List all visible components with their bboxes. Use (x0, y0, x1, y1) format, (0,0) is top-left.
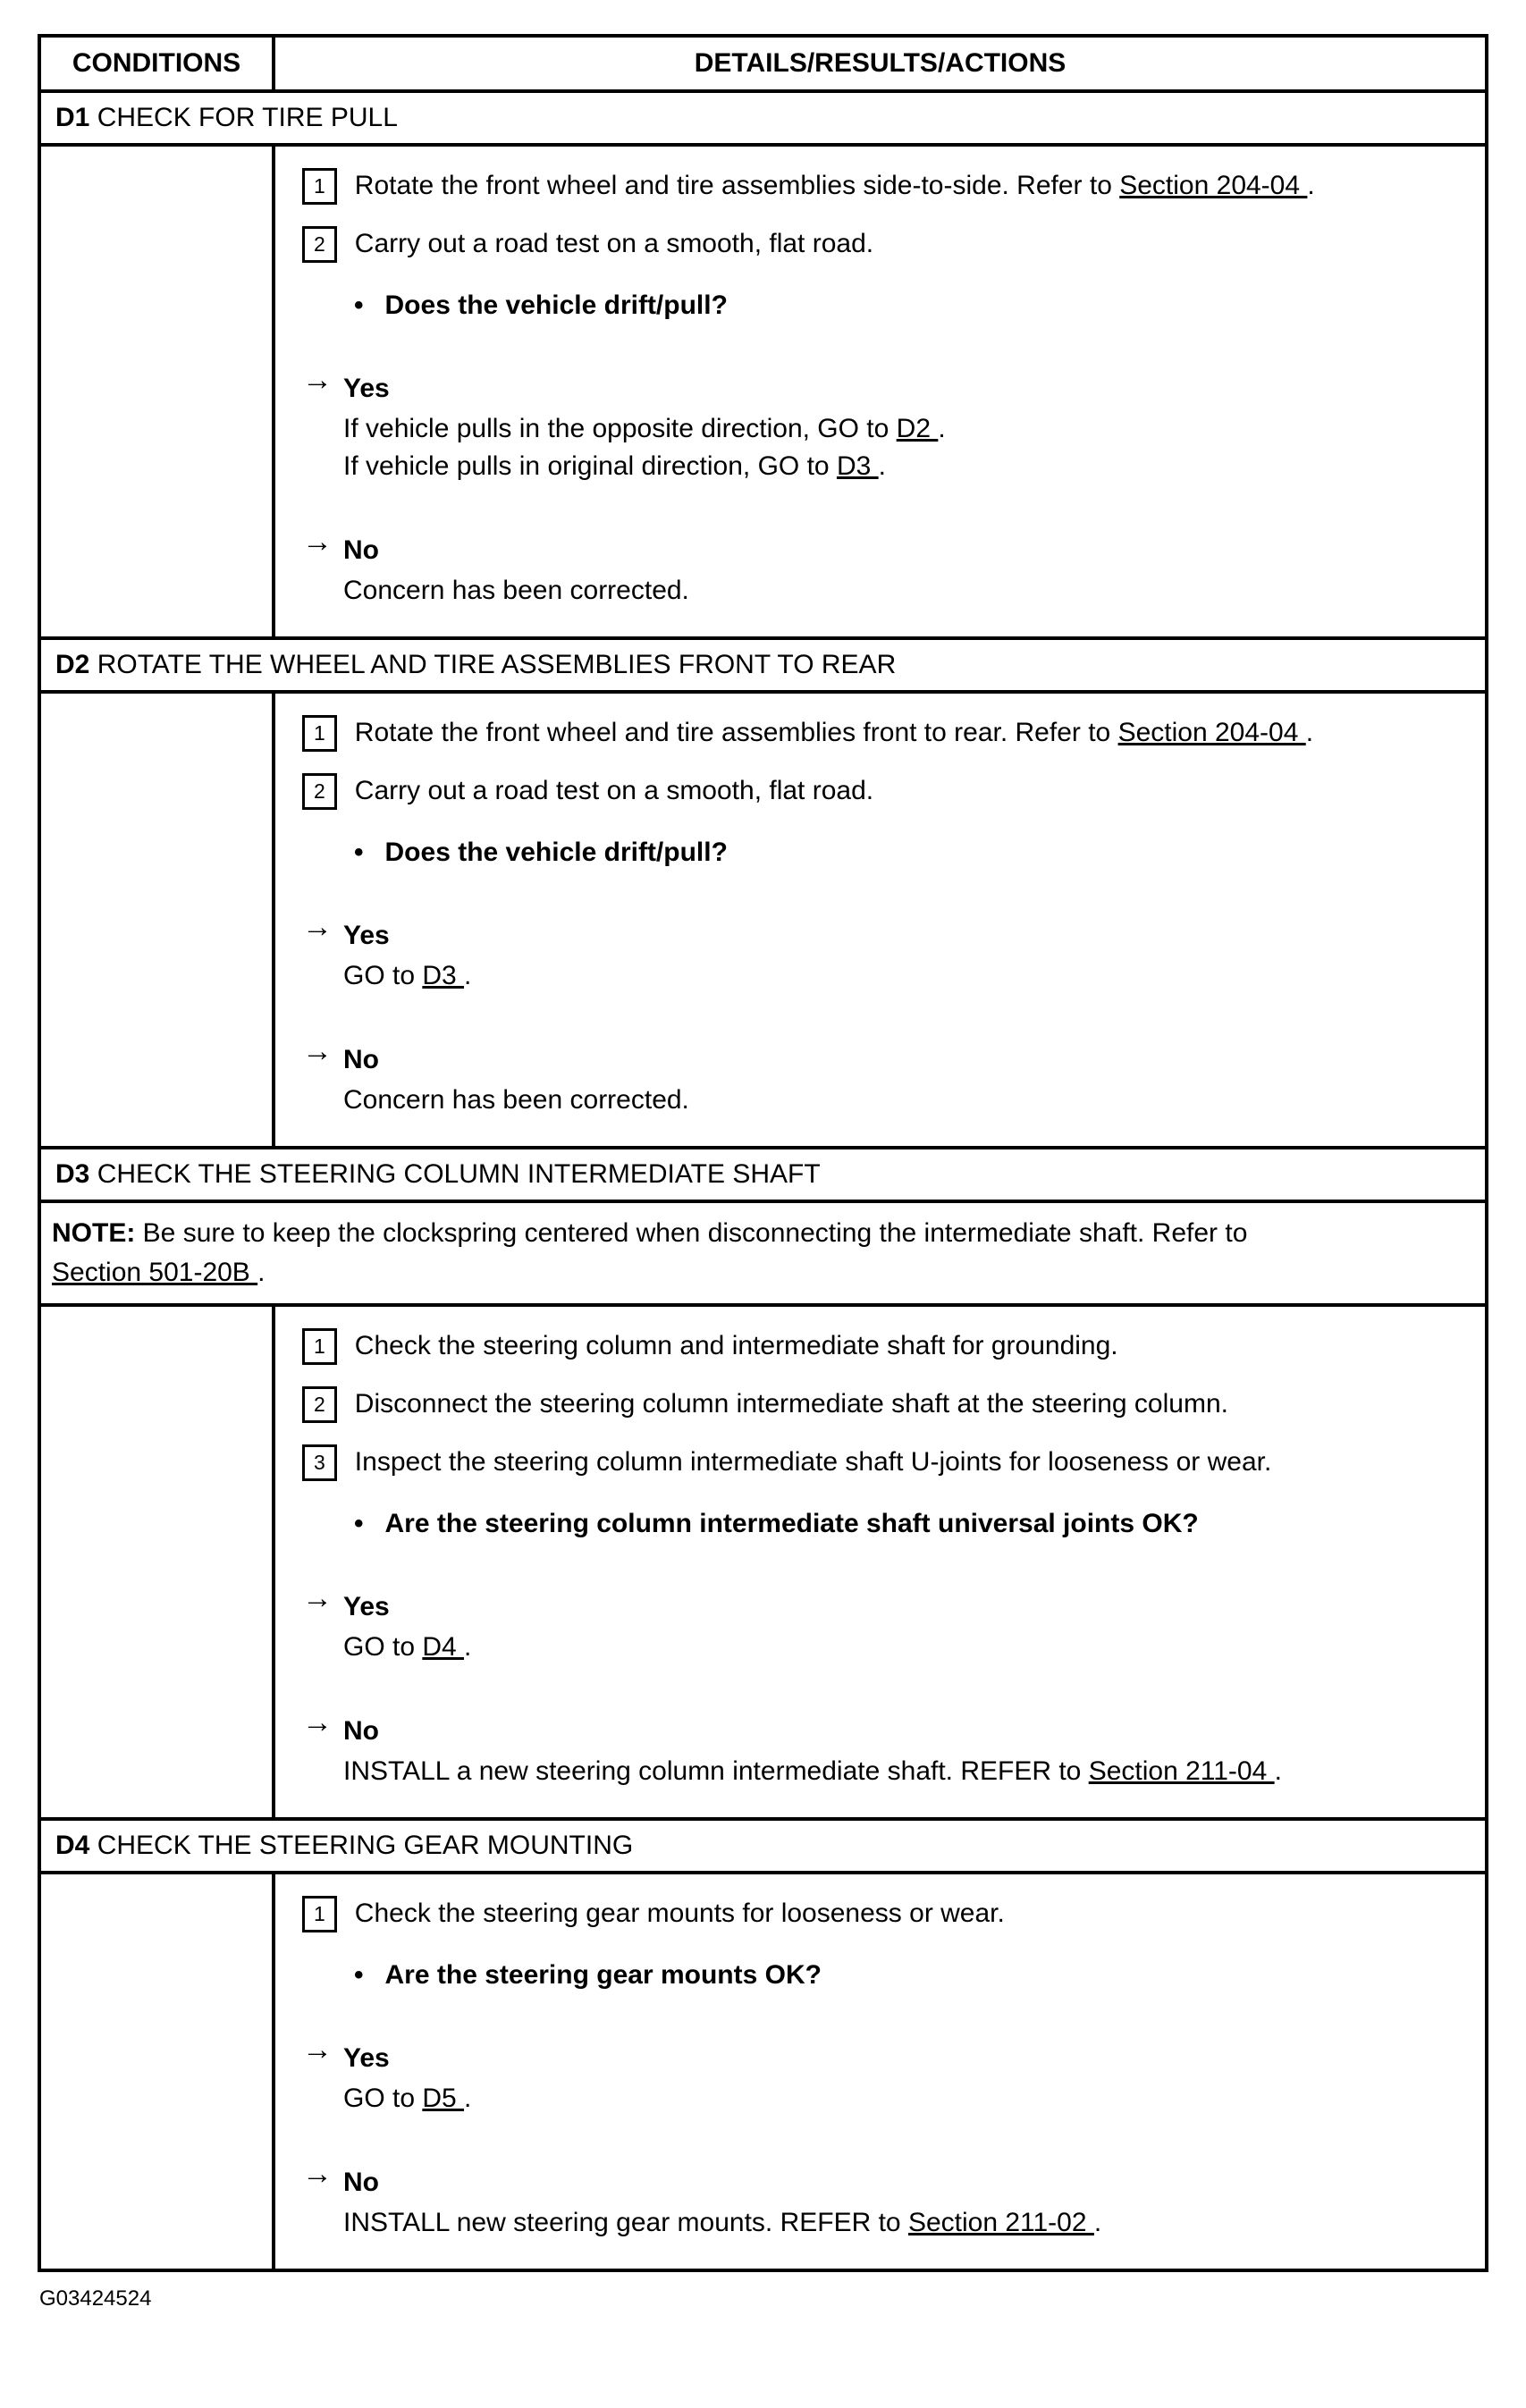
question-text: Does the vehicle drift/pull? (384, 838, 728, 867)
section-title: CHECK THE STEERING GEAR MOUNTING (97, 1831, 634, 1860)
arrow-right-icon: → (302, 2033, 333, 2067)
step-text: Inspect the steering column intermediate shaft U-joints for looseness or wear. (354, 1447, 1272, 1477)
link-section-501-20b[interactable]: Section 501-20B (52, 1258, 258, 1287)
step-text: Rotate the front wheel and tire assemblies front to rear. Refer to Section 204-04 . (354, 718, 1314, 747)
link-section-211-04[interactable]: Section 211-04 (1088, 1756, 1275, 1786)
result-line: INSTALL a new steering column intermediate shaft. REFER to Section 211-04 . (343, 1756, 1282, 1786)
result-line: GO to D5 . (343, 2084, 472, 2113)
conditions-cell (39, 1305, 274, 1819)
arrow-right-icon: → (302, 363, 333, 397)
result-yes (302, 2033, 1463, 2118)
result-label: No (343, 1716, 379, 1746)
result-lines (343, 1082, 1463, 1119)
step-3 (302, 1444, 1463, 1481)
arrow-right-icon: → (302, 525, 333, 559)
result-lines (343, 572, 1463, 610)
step-2 (302, 1386, 1463, 1423)
conditions-cell (39, 692, 274, 1148)
question (354, 288, 1463, 324)
section-id: D2 (55, 650, 90, 679)
section-body-row-d1 (39, 145, 1487, 638)
bullet-icon: • (354, 1509, 364, 1538)
link-d3[interactable]: D3 (836, 451, 879, 481)
arrow-right-icon: → (302, 2157, 333, 2191)
result-head (302, 910, 1463, 954)
result-yes (302, 363, 1463, 485)
step-number-box: 1 (302, 1896, 337, 1932)
section-header-d3 (39, 1148, 1487, 1201)
result-no (302, 2157, 1463, 2242)
result-line: Concern has been corrected. (343, 1085, 689, 1115)
section-header-row-d3 (39, 1148, 1487, 1201)
section-body-row-d3 (39, 1305, 1487, 1819)
step-text: Check the steering gear mounts for looseness or wear. (354, 1899, 1005, 1928)
pinpoint-test-table (38, 34, 1488, 2272)
result-label: No (343, 2168, 379, 2197)
step-number-box: 1 (302, 1328, 337, 1365)
result-label: Yes (343, 921, 390, 950)
link-d4[interactable]: D4 (422, 1632, 465, 1662)
step-text: Carry out a road test on a smooth, flat road. (354, 229, 874, 258)
figure-id: G03424524 (39, 2286, 152, 2311)
details-cell (274, 145, 1487, 638)
link-section-211-02[interactable]: Section 211-02 (907, 2208, 1094, 2237)
question (354, 1506, 1463, 1542)
step-text: Rotate the front wheel and tire assemblies side-to-side. Refer to Section 204-04 . (354, 171, 1315, 200)
step-1 (302, 1896, 1463, 1932)
note-text: Be sure to keep the clockspring centered when disconnecting the intermediate shaft. Refer to (135, 1218, 1248, 1248)
section-title: CHECK FOR TIRE PULL (97, 103, 398, 132)
step-number-box: 1 (302, 168, 337, 205)
result-head (302, 1581, 1463, 1625)
result-label: Yes (343, 374, 390, 403)
step-text: Check the steering column and intermediate shaft for grounding. (354, 1331, 1118, 1360)
details-cell (274, 1873, 1487, 2270)
result-label: No (343, 1045, 379, 1074)
result-yes (302, 910, 1463, 995)
section-title: ROTATE THE WHEEL AND TIRE ASSEMBLIES FRONT TO REAR (97, 650, 897, 679)
table-header-row (39, 36, 1487, 91)
step-2 (302, 773, 1463, 810)
note-row-d3 (39, 1201, 1487, 1305)
section-header-row-d2 (39, 638, 1487, 692)
arrow-right-icon: → (302, 1581, 333, 1615)
conditions-column-header: CONDITIONS (39, 36, 274, 91)
result-lines (343, 1629, 1463, 1666)
pinpoint-table-body (39, 91, 1487, 2270)
step-number-box: 2 (302, 1386, 337, 1423)
result-line: INSTALL new steering gear mounts. REFER to Section 211-02 . (343, 2208, 1102, 2237)
section-body-row-d2 (39, 692, 1487, 1148)
result-yes (302, 1581, 1463, 1666)
arrow-right-icon: → (302, 1705, 333, 1739)
step-1 (302, 1328, 1463, 1365)
result-lines (343, 2204, 1463, 2242)
note-cell: NOTE: Be sure to keep the clockspring centered when disconnecting the intermediate shaft. Refer to Section 501-20B . (39, 1201, 1487, 1305)
note-label: NOTE: (52, 1218, 136, 1248)
link-section-204-04[interactable]: Section 204-04 (1119, 171, 1308, 200)
section-header-d4 (39, 1819, 1487, 1873)
link-d2[interactable]: D2 (896, 414, 939, 443)
result-line: If vehicle pulls in original direction, GO to D3 . (343, 451, 886, 481)
step-number-box: 1 (302, 715, 337, 752)
result-line: GO to D4 . (343, 1632, 472, 1662)
link-d5[interactable]: D5 (422, 2084, 465, 2113)
step-number-box: 3 (302, 1444, 337, 1481)
details-column-header: DETAILS/RESULTS/ACTIONS (274, 36, 1487, 91)
section-header-d2 (39, 638, 1487, 692)
step-1 (302, 168, 1463, 205)
step-2 (302, 226, 1463, 263)
result-head (302, 2033, 1463, 2076)
result-head (302, 1034, 1463, 1078)
question-text: Does the vehicle drift/pull? (384, 290, 728, 320)
result-no (302, 525, 1463, 610)
link-d3[interactable]: D3 (422, 961, 465, 990)
section-id: D1 (55, 103, 90, 132)
result-line: Concern has been corrected. (343, 576, 689, 605)
question (354, 835, 1463, 871)
result-lines (343, 957, 1463, 995)
arrow-right-icon: → (302, 910, 333, 944)
section-title: CHECK THE STEERING COLUMN INTERMEDIATE SHAFT (97, 1159, 821, 1189)
section-header-row-d4 (39, 1819, 1487, 1873)
result-label: Yes (343, 2043, 390, 2073)
bullet-icon: • (354, 838, 364, 867)
link-section-204-04[interactable]: Section 204-04 (1117, 718, 1306, 747)
result-label: No (343, 535, 379, 565)
details-cell (274, 692, 1487, 1148)
question (354, 1958, 1463, 1993)
result-no (302, 1705, 1463, 1790)
question-text: Are the steering column intermediate shaft universal joints OK? (384, 1509, 1199, 1538)
section-id: D3 (55, 1159, 90, 1189)
step-number-box: 2 (302, 226, 337, 263)
step-text: Disconnect the steering column intermediate shaft at the steering column. (354, 1389, 1228, 1419)
result-lines (343, 410, 1463, 485)
step-text: Carry out a road test on a smooth, flat road. (354, 776, 874, 805)
result-lines (343, 1753, 1463, 1790)
conditions-cell (39, 145, 274, 638)
arrow-right-icon: → (302, 1034, 333, 1068)
result-line: GO to D3 . (343, 961, 472, 990)
section-header-row-d1 (39, 91, 1487, 145)
conditions-cell (39, 1873, 274, 2270)
result-head (302, 2157, 1463, 2201)
section-id: D4 (55, 1831, 90, 1860)
result-head (302, 525, 1463, 568)
step-number-box: 2 (302, 773, 337, 810)
result-no (302, 1034, 1463, 1119)
section-header-d1 (39, 91, 1487, 145)
bullet-icon: • (354, 290, 364, 320)
result-head (302, 363, 1463, 407)
question-text: Are the steering gear mounts OK? (384, 1960, 822, 1990)
result-label: Yes (343, 1592, 390, 1621)
result-lines (343, 2080, 1463, 2118)
bullet-icon: • (354, 1960, 364, 1990)
result-head (302, 1705, 1463, 1749)
result-line: If vehicle pulls in the opposite direction, GO to D2 . (343, 414, 946, 443)
step-1 (302, 715, 1463, 752)
details-cell (274, 1305, 1487, 1819)
section-body-row-d4 (39, 1873, 1487, 2270)
